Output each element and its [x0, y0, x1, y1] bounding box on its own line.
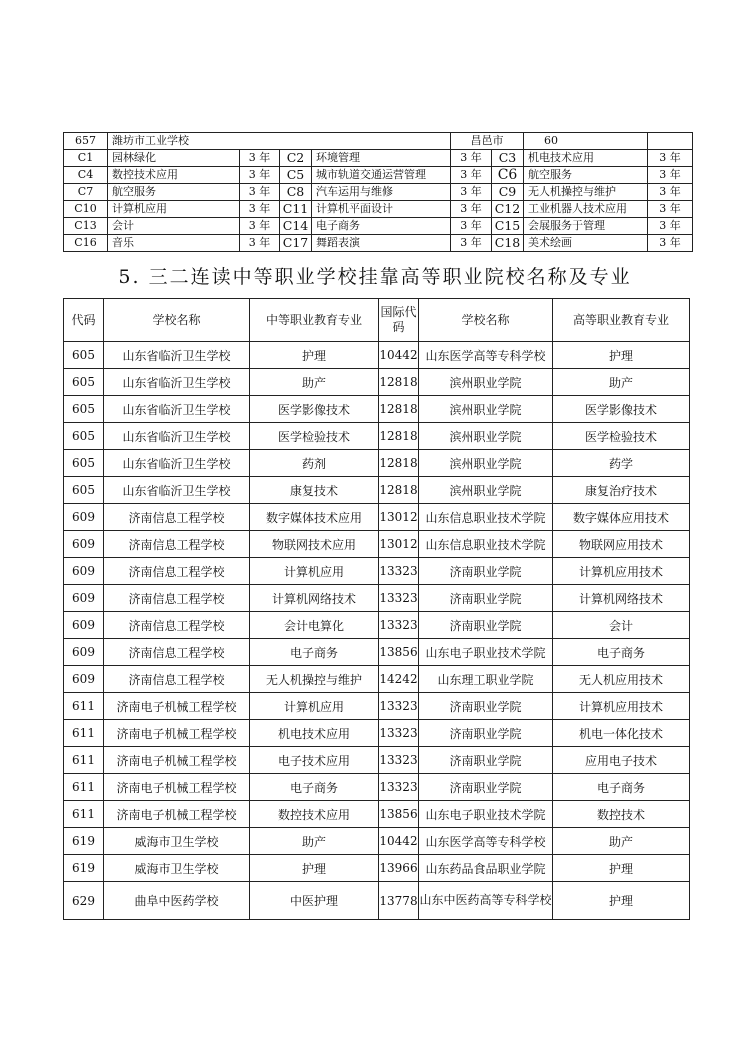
row-code: 605: [64, 423, 104, 450]
row-higher-major: 数字媒体应用技术: [553, 504, 690, 531]
row-intl-code: 13778: [379, 882, 419, 920]
row-secondary-major: 机电技术应用: [250, 720, 379, 747]
row-school-name: 山东省临沂卫生学校: [104, 369, 250, 396]
program-duration: 3 年: [648, 201, 693, 218]
row-higher-major: 医学影像技术: [553, 396, 690, 423]
program-duration: 3 年: [648, 150, 693, 167]
header-intl-code: 国际代码: [379, 299, 419, 342]
row-school-name: 山东省临沂卫生学校: [104, 477, 250, 504]
row-school-name: 济南信息工程学校: [104, 558, 250, 585]
table-row: [64, 801, 690, 828]
school-name: 潍坊市工业学校: [108, 133, 451, 150]
row-intl-code: 13012: [379, 504, 419, 531]
program-code: C2: [280, 150, 312, 167]
row-code: 605: [64, 369, 104, 396]
table-row: [64, 774, 690, 801]
program-name: 城市轨道交通运营管理: [312, 167, 451, 184]
row-school-name: 山东省临沂卫生学校: [104, 342, 250, 369]
row-intl-code: 13323: [379, 558, 419, 585]
row-higher-major: 护理: [553, 855, 690, 882]
program-row: [64, 150, 693, 167]
program-duration: 3 年: [240, 184, 280, 201]
row-secondary-major: 数字媒体技术应用: [250, 504, 379, 531]
table-row: [64, 639, 690, 666]
row-code: 609: [64, 585, 104, 612]
row-school-name: 济南电子机械工程学校: [104, 693, 250, 720]
program-duration: 3 年: [648, 235, 693, 252]
affiliation-table: [63, 298, 690, 920]
program-name: 环境管理: [312, 150, 451, 167]
row-intl-code: 12818: [379, 369, 419, 396]
table-row: [64, 450, 690, 477]
program-name: 美术绘画: [524, 235, 648, 252]
row-intl-code: 12818: [379, 477, 419, 504]
row-school-name: 济南信息工程学校: [104, 666, 250, 693]
row-college-name: 山东中医药高等专科学校: [419, 882, 553, 920]
table-row: [64, 531, 690, 558]
table-row: [64, 585, 690, 612]
row-higher-major: 计算机应用技术: [553, 693, 690, 720]
row-intl-code: 13323: [379, 774, 419, 801]
row-intl-code: 12818: [379, 423, 419, 450]
program-name: 计算机平面设计: [312, 201, 451, 218]
row-secondary-major: 无人机操控与维护: [250, 666, 379, 693]
row-secondary-major: 护理: [250, 855, 379, 882]
row-code: 605: [64, 477, 104, 504]
program-code: C5: [280, 167, 312, 184]
row-secondary-major: 计算机应用: [250, 693, 379, 720]
program-duration: 3 年: [240, 218, 280, 235]
row-higher-major: 电子商务: [553, 774, 690, 801]
top-table-body: [64, 133, 693, 252]
program-name: 园林绿化: [108, 150, 240, 167]
row-college-name: 山东信息职业技术学院: [419, 504, 553, 531]
row-college-name: 济南职业学院: [419, 558, 553, 585]
row-school-name: 威海市卫生学校: [104, 828, 250, 855]
program-code: C15: [492, 218, 524, 235]
row-secondary-major: 数控技术应用: [250, 801, 379, 828]
program-duration: 3 年: [451, 167, 492, 184]
program-duration: 3 年: [240, 235, 280, 252]
row-higher-major: 计算机网络技术: [553, 585, 690, 612]
program-row: [64, 235, 693, 252]
row-college-name: 滨州职业学院: [419, 369, 553, 396]
row-school-name: 山东省临沂卫生学校: [104, 423, 250, 450]
row-school-name: 济南电子机械工程学校: [104, 801, 250, 828]
row-school-name: 威海市卫生学校: [104, 855, 250, 882]
table-row: [64, 747, 690, 774]
row-code: 605: [64, 396, 104, 423]
row-code: 611: [64, 747, 104, 774]
program-name: 无人机操控与维护: [524, 184, 648, 201]
school-code: 657: [64, 133, 108, 150]
row-secondary-major: 医学影像技术: [250, 396, 379, 423]
program-row: [64, 201, 693, 218]
program-duration: 3 年: [451, 235, 492, 252]
program-duration: 3 年: [451, 201, 492, 218]
row-higher-major: 助产: [553, 369, 690, 396]
program-code: C12: [492, 201, 524, 218]
program-code: C6: [492, 167, 524, 184]
row-secondary-major: 计算机应用: [250, 558, 379, 585]
header-code: 代码: [64, 299, 104, 342]
program-code: C16: [64, 235, 108, 252]
row-secondary-major: 护理: [250, 342, 379, 369]
table-row: [64, 369, 690, 396]
table-row: [64, 612, 690, 639]
program-code: C4: [64, 167, 108, 184]
row-higher-major: 数控技术: [553, 801, 690, 828]
program-name: 数控技术应用: [108, 167, 240, 184]
program-name: 电子商务: [312, 218, 451, 235]
section-title: 5. 三二连读中等职业学校挂靠高等职业院校名称及专业: [118, 266, 632, 288]
program-name: 计算机应用: [108, 201, 240, 218]
row-higher-major: 机电一体化技术: [553, 720, 690, 747]
row-school-name: 济南电子机械工程学校: [104, 720, 250, 747]
row-college-name: 滨州职业学院: [419, 423, 553, 450]
table-row: [64, 855, 690, 882]
header-secondary-major: 中等职业教育专业: [250, 299, 379, 342]
program-duration: 3 年: [240, 201, 280, 218]
row-school-name: 济南电子机械工程学校: [104, 747, 250, 774]
row-code: 629: [64, 882, 104, 920]
row-code: 611: [64, 720, 104, 747]
row-college-name: 山东信息职业技术学院: [419, 531, 553, 558]
top-program-table: [63, 132, 693, 252]
row-intl-code: 13856: [379, 639, 419, 666]
row-intl-code: 10442: [379, 342, 419, 369]
row-intl-code: 13323: [379, 585, 419, 612]
row-code: 619: [64, 855, 104, 882]
row-secondary-major: 计算机网络技术: [250, 585, 379, 612]
row-school-name: 济南信息工程学校: [104, 531, 250, 558]
table-row: [64, 423, 690, 450]
program-code: C11: [280, 201, 312, 218]
program-code: C18: [492, 235, 524, 252]
program-code: C17: [280, 235, 312, 252]
row-college-name: 山东医学高等专科学校: [419, 342, 553, 369]
row-secondary-major: 会计电算化: [250, 612, 379, 639]
table-row: [64, 342, 690, 369]
row-code: 609: [64, 531, 104, 558]
program-duration: 3 年: [240, 150, 280, 167]
row-school-name: 山东省临沂卫生学校: [104, 450, 250, 477]
empty-cell: [648, 133, 693, 150]
row-code: 605: [64, 450, 104, 477]
program-duration: 3 年: [451, 218, 492, 235]
program-name: 机电技术应用: [524, 150, 648, 167]
header-school-name: 学校名称: [104, 299, 250, 342]
row-school-name: 山东省临沂卫生学校: [104, 396, 250, 423]
row-secondary-major: 助产: [250, 828, 379, 855]
row-school-name: 济南电子机械工程学校: [104, 774, 250, 801]
row-intl-code: 10442: [379, 828, 419, 855]
row-college-name: 济南职业学院: [419, 612, 553, 639]
row-intl-code: 14242: [379, 666, 419, 693]
table-row: [64, 666, 690, 693]
table-row: [64, 828, 690, 855]
row-intl-code: 13323: [379, 720, 419, 747]
row-school-name: 济南信息工程学校: [104, 504, 250, 531]
row-college-name: 山东理工职业学院: [419, 666, 553, 693]
row-intl-code: 13012: [379, 531, 419, 558]
row-secondary-major: 电子商务: [250, 774, 379, 801]
row-higher-major: 医学检验技术: [553, 423, 690, 450]
table-row: [64, 558, 690, 585]
row-code: 609: [64, 504, 104, 531]
row-higher-major: 护理: [553, 882, 690, 920]
program-name: 航空服务: [524, 167, 648, 184]
row-higher-major: 电子商务: [553, 639, 690, 666]
program-row: [64, 218, 693, 235]
row-college-name: 济南职业学院: [419, 747, 553, 774]
row-college-name: 山东药品食品职业学院: [419, 855, 553, 882]
program-code: C1: [64, 150, 108, 167]
row-code: 609: [64, 666, 104, 693]
table-row: [64, 882, 690, 920]
program-duration: 3 年: [648, 167, 693, 184]
row-intl-code: 13323: [379, 693, 419, 720]
row-higher-major: 助产: [553, 828, 690, 855]
program-name: 工业机器人技术应用: [524, 201, 648, 218]
row-intl-code: 13323: [379, 747, 419, 774]
program-name: 会计: [108, 218, 240, 235]
row-college-name: 山东医学高等专科学校: [419, 828, 553, 855]
program-code: C10: [64, 201, 108, 218]
row-school-name: 济南信息工程学校: [104, 612, 250, 639]
row-college-name: 滨州职业学院: [419, 450, 553, 477]
row-intl-code: 13966: [379, 855, 419, 882]
row-code: 619: [64, 828, 104, 855]
row-secondary-major: 中医护理: [250, 882, 379, 920]
top-table-first-row: [64, 133, 693, 150]
program-name: 舞蹈表演: [312, 235, 451, 252]
program-name: 汽车运用与维修: [312, 184, 451, 201]
school-count: 60: [524, 133, 648, 150]
row-higher-major: 会计: [553, 612, 690, 639]
row-code: 609: [64, 639, 104, 666]
row-secondary-major: 药剂: [250, 450, 379, 477]
table-row: [64, 693, 690, 720]
header-college-name: 学校名称: [419, 299, 553, 342]
program-duration: 3 年: [648, 218, 693, 235]
row-code: 611: [64, 801, 104, 828]
program-name: 音乐: [108, 235, 240, 252]
table-row: [64, 477, 690, 504]
row-higher-major: 物联网应用技术: [553, 531, 690, 558]
row-code: 611: [64, 693, 104, 720]
row-intl-code: 13323: [379, 612, 419, 639]
row-college-name: 济南职业学院: [419, 693, 553, 720]
program-duration: 3 年: [648, 184, 693, 201]
row-secondary-major: 电子技术应用: [250, 747, 379, 774]
row-code: 605: [64, 342, 104, 369]
row-secondary-major: 康复技术: [250, 477, 379, 504]
program-row: [64, 167, 693, 184]
program-duration: 3 年: [451, 150, 492, 167]
program-duration: 3 年: [451, 184, 492, 201]
row-code: 611: [64, 774, 104, 801]
row-code: 609: [64, 612, 104, 639]
row-college-name: 济南职业学院: [419, 774, 553, 801]
table-row: [64, 504, 690, 531]
row-college-name: 济南职业学院: [419, 720, 553, 747]
program-row: [64, 184, 693, 201]
row-secondary-major: 医学检验技术: [250, 423, 379, 450]
program-name: 会展服务于管理: [524, 218, 648, 235]
row-intl-code: 12818: [379, 450, 419, 477]
row-higher-major: 护理: [553, 342, 690, 369]
row-code: 609: [64, 558, 104, 585]
table-row: [64, 720, 690, 747]
row-secondary-major: 物联网技术应用: [250, 531, 379, 558]
program-code: C3: [492, 150, 524, 167]
row-higher-major: 应用电子技术: [553, 747, 690, 774]
row-school-name: 曲阜中医药学校: [104, 882, 250, 920]
table-header-row: [64, 299, 690, 342]
program-code: C9: [492, 184, 524, 201]
program-code: C7: [64, 184, 108, 201]
row-college-name: 滨州职业学院: [419, 477, 553, 504]
program-name: 航空服务: [108, 184, 240, 201]
table-row: [64, 396, 690, 423]
program-code: C8: [280, 184, 312, 201]
program-duration: 3 年: [240, 167, 280, 184]
header-higher-major: 高等职业教育专业: [553, 299, 690, 342]
row-college-name: 山东电子职业技术学院: [419, 639, 553, 666]
row-higher-major: 康复治疗技术: [553, 477, 690, 504]
row-college-name: 济南职业学院: [419, 585, 553, 612]
row-higher-major: 无人机应用技术: [553, 666, 690, 693]
row-secondary-major: 电子商务: [250, 639, 379, 666]
row-college-name: 滨州职业学院: [419, 396, 553, 423]
row-higher-major: 计算机应用技术: [553, 558, 690, 585]
affiliation-table-body: [64, 342, 690, 920]
row-intl-code: 12818: [379, 396, 419, 423]
program-code: C13: [64, 218, 108, 235]
school-city: 昌邑市: [451, 133, 524, 150]
program-code: C14: [280, 218, 312, 235]
row-secondary-major: 助产: [250, 369, 379, 396]
row-school-name: 济南信息工程学校: [104, 639, 250, 666]
row-intl-code: 13856: [379, 801, 419, 828]
row-school-name: 济南信息工程学校: [104, 585, 250, 612]
row-college-name: 山东电子职业技术学院: [419, 801, 553, 828]
row-higher-major: 药学: [553, 450, 690, 477]
